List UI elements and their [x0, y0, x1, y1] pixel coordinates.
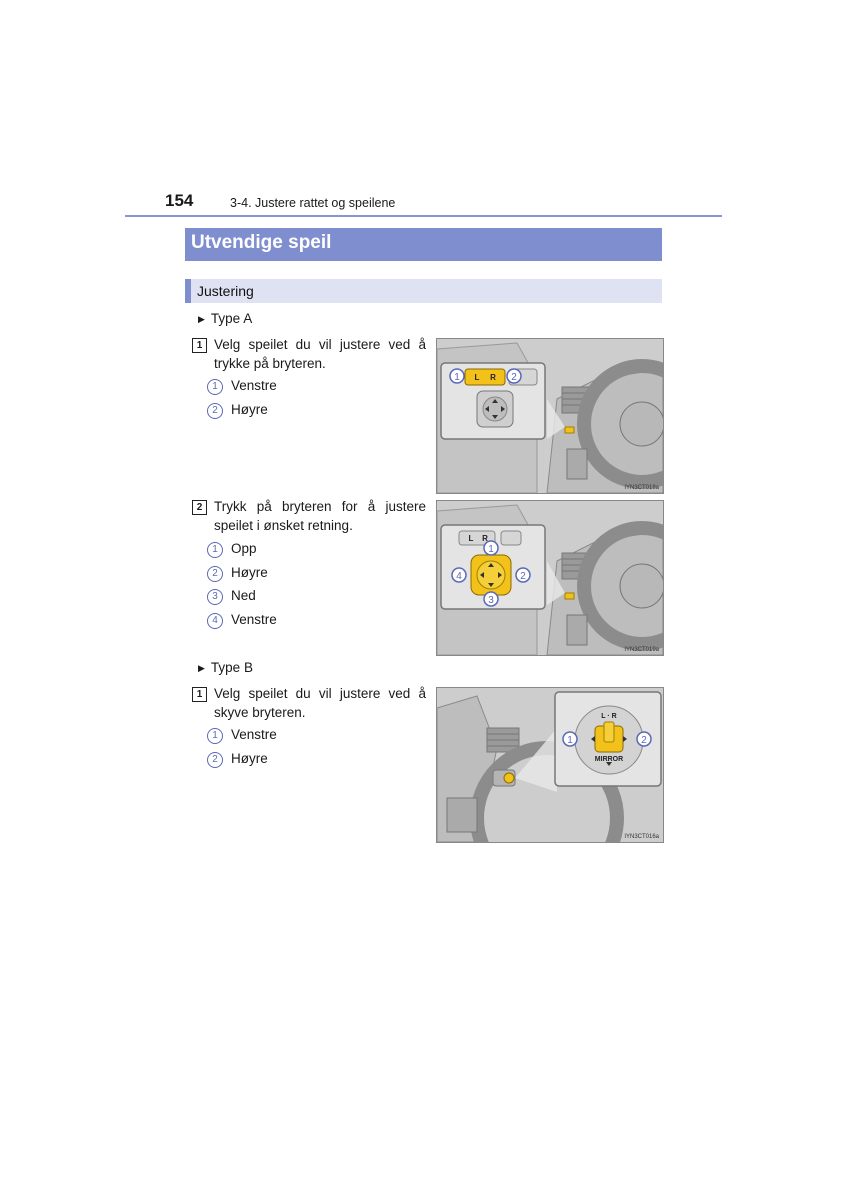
type-b-heading: [198, 660, 253, 675]
triangle-bullet-icon: ▶: [198, 314, 205, 324]
callout-number: 4: [207, 613, 223, 629]
callout-number: 1: [207, 728, 223, 744]
type-b-label: Type B: [210, 660, 253, 675]
switch-left-text: L: [468, 534, 474, 543]
list-item-label: Venstre: [231, 612, 277, 627]
step-number: 1: [192, 338, 207, 353]
figure-code: IYN3CT019a: [624, 647, 659, 653]
triangle-bullet-icon: ▶: [198, 663, 205, 673]
switch-lr-text: L · R: [601, 713, 617, 720]
svg-text:1: 1: [488, 544, 494, 555]
figure-type-a-select: [436, 338, 664, 494]
subtitle-bar: [185, 279, 662, 303]
svg-text:3: 3: [488, 595, 494, 606]
list-item: [207, 565, 268, 583]
dashboard-illustration: [437, 688, 663, 842]
callout-number: 1: [207, 542, 223, 558]
switch-right-text: R: [482, 534, 488, 543]
list-item: [207, 541, 257, 559]
list-item-label: Venstre: [231, 378, 277, 393]
dashboard-illustration: [437, 339, 663, 493]
page-title: Utvendige speil: [191, 232, 332, 253]
switch-left-text: L: [474, 373, 480, 382]
page-number: 154: [165, 191, 194, 210]
callout-number: 2: [207, 752, 223, 768]
page-title-bar: [185, 228, 662, 261]
subtitle-accent: [185, 279, 191, 303]
list-item: [207, 751, 268, 769]
section-title: 3-4. Justere rattet og speilene: [230, 196, 396, 210]
type-a-heading: [198, 311, 252, 326]
mirror-knob-text: MIRROR: [594, 756, 624, 763]
switch-right-text: R: [490, 373, 496, 382]
svg-text:1: 1: [454, 372, 460, 383]
figure-type-b-select: [436, 687, 664, 843]
figure-code: IYN3CT016a: [624, 834, 659, 840]
list-item: [207, 727, 277, 745]
list-item-label: Høyre: [231, 751, 268, 766]
list-item-label: Høyre: [231, 565, 268, 580]
callout-number: 2: [207, 403, 223, 419]
type-a-label: Type A: [210, 311, 253, 326]
step-text: Trykk på bryteren for å justere speilet i ønsket retning.: [214, 499, 426, 533]
step-number: 1: [192, 687, 207, 702]
list-item: [207, 402, 268, 420]
step-text: Velg speilet du vil justere ved å trykke på bryteren.: [214, 337, 426, 371]
subtitle: Justering: [197, 283, 254, 299]
header-divider: [125, 215, 722, 217]
list-item-label: Opp: [231, 541, 257, 556]
list-item-label: Venstre: [231, 727, 277, 742]
list-item-label: Ned: [231, 588, 256, 603]
callout-number: 1: [207, 379, 223, 395]
callout-number: 2: [207, 566, 223, 582]
step-number: 2: [192, 500, 207, 515]
list-item-label: Høyre: [231, 402, 268, 417]
svg-text:4: 4: [456, 571, 462, 582]
list-item: [207, 612, 277, 630]
step-text: Velg speilet du vil justere ved å skyve bryteren.: [214, 686, 426, 720]
svg-text:2: 2: [511, 372, 517, 383]
svg-text:1: 1: [567, 735, 573, 746]
svg-text:2: 2: [520, 571, 526, 582]
dashboard-illustration: [437, 501, 663, 655]
figure-code: IYN3CT018a: [624, 485, 659, 491]
figure-type-a-adjust: [436, 500, 664, 656]
callout-number: 3: [207, 589, 223, 605]
list-item: [207, 588, 256, 606]
svg-text:2: 2: [641, 735, 647, 746]
list-item: [207, 378, 277, 396]
